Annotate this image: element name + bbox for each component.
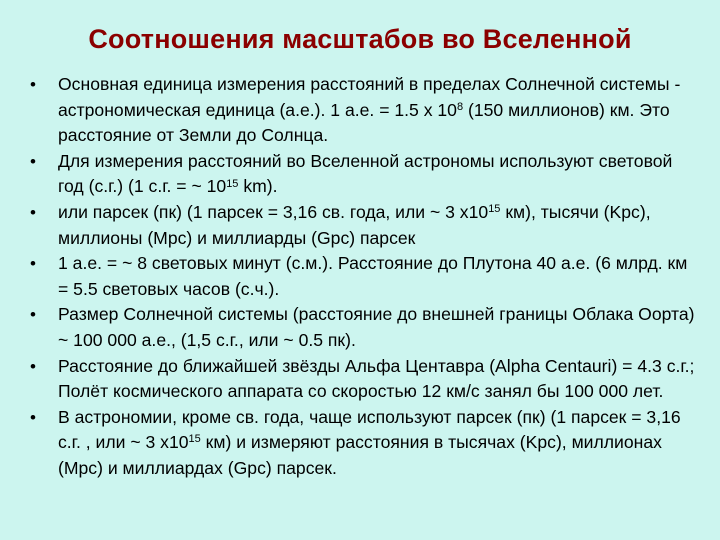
bullet-item: [28, 302, 700, 353]
superscript: 8: [456, 100, 464, 113]
bullet-item: [28, 405, 700, 482]
bullet-marker: •: [30, 356, 36, 376]
superscript: 15: [226, 177, 239, 190]
bullet-marker: •: [30, 75, 36, 94]
bullet-marker: •: [30, 305, 36, 325]
bullet-item: [28, 200, 700, 251]
bullet-text: [58, 74, 680, 145]
bullet-item: [28, 72, 700, 149]
bullet-text: [58, 151, 672, 197]
text-run: В астрономии, кроме св. года, чаще используют парсек (пк) (1 парсек = 3,16 с.г. , или ~ 3 х10: [58, 406, 681, 453]
bullet-marker: •: [30, 151, 36, 171]
bullet-marker: •: [30, 407, 36, 427]
text-run: км), тысячи (Kpc), миллионы (Mpc) и миллиарды (Gpc) парсек: [58, 201, 651, 248]
text-run: или парсек (пк) (1 парсек = 3,16 св. года, или ~ 3 х10: [58, 201, 489, 222]
bullet-list: [28, 72, 700, 482]
bullet-item: [28, 251, 700, 302]
text-run: Расстояние до ближайшей звёзды Альфа Центавра (Alpha Centauri) = 4.3 с.г.; Полёт космического аппарата со скоростью 12 км/с занял бы 100 000 лет.: [58, 355, 695, 402]
bullet-marker: •: [30, 254, 36, 274]
text-run: Размер Солнечной системы (расстояние до внешней границы Облака Оорта) ~ 100 000 а.е., (1,5 с.г., или ~ 0.5 пк).: [58, 304, 695, 350]
bullet-text: [58, 304, 695, 350]
bullet-item: [28, 149, 700, 200]
slide-title: Соотношения масштабов во Вселенной: [88, 24, 632, 54]
text-run: км) и измеряют расстояния в тысячах (Kpc), миллионах (Mpc) и миллиардах (Gpc) парсек.: [58, 432, 662, 478]
bullet-item: [28, 354, 700, 405]
bullet-marker: •: [30, 202, 36, 222]
text-run: km).: [238, 176, 278, 197]
text-run: Для измерения расстояний во Вселенной астрономы используют световой год (с.г.) (1 с.г. = ~ 10: [58, 150, 673, 197]
superscript: 15: [488, 203, 501, 216]
bullet-text: [58, 407, 681, 478]
bullet-text: [58, 202, 651, 248]
bullet-text: [58, 356, 694, 402]
bullet-text: [58, 253, 687, 299]
text-run: Основная единица измерения расстояний в пределах Солнечной системы - астрономическая единица (а.е.). 1 а.е. = 1.5 х 10: [58, 74, 681, 120]
superscript: 15: [188, 433, 201, 446]
text-run: (150 миллионов) км. Это расстояние от Земли до Солнца.: [58, 99, 670, 146]
text-run: 1 а.е. = ~ 8 световых минут (с.м.). Расстояние до Плутона 40 а.е. (6 млрд. км = 5.5 световых часов (с.ч.).: [58, 253, 688, 299]
